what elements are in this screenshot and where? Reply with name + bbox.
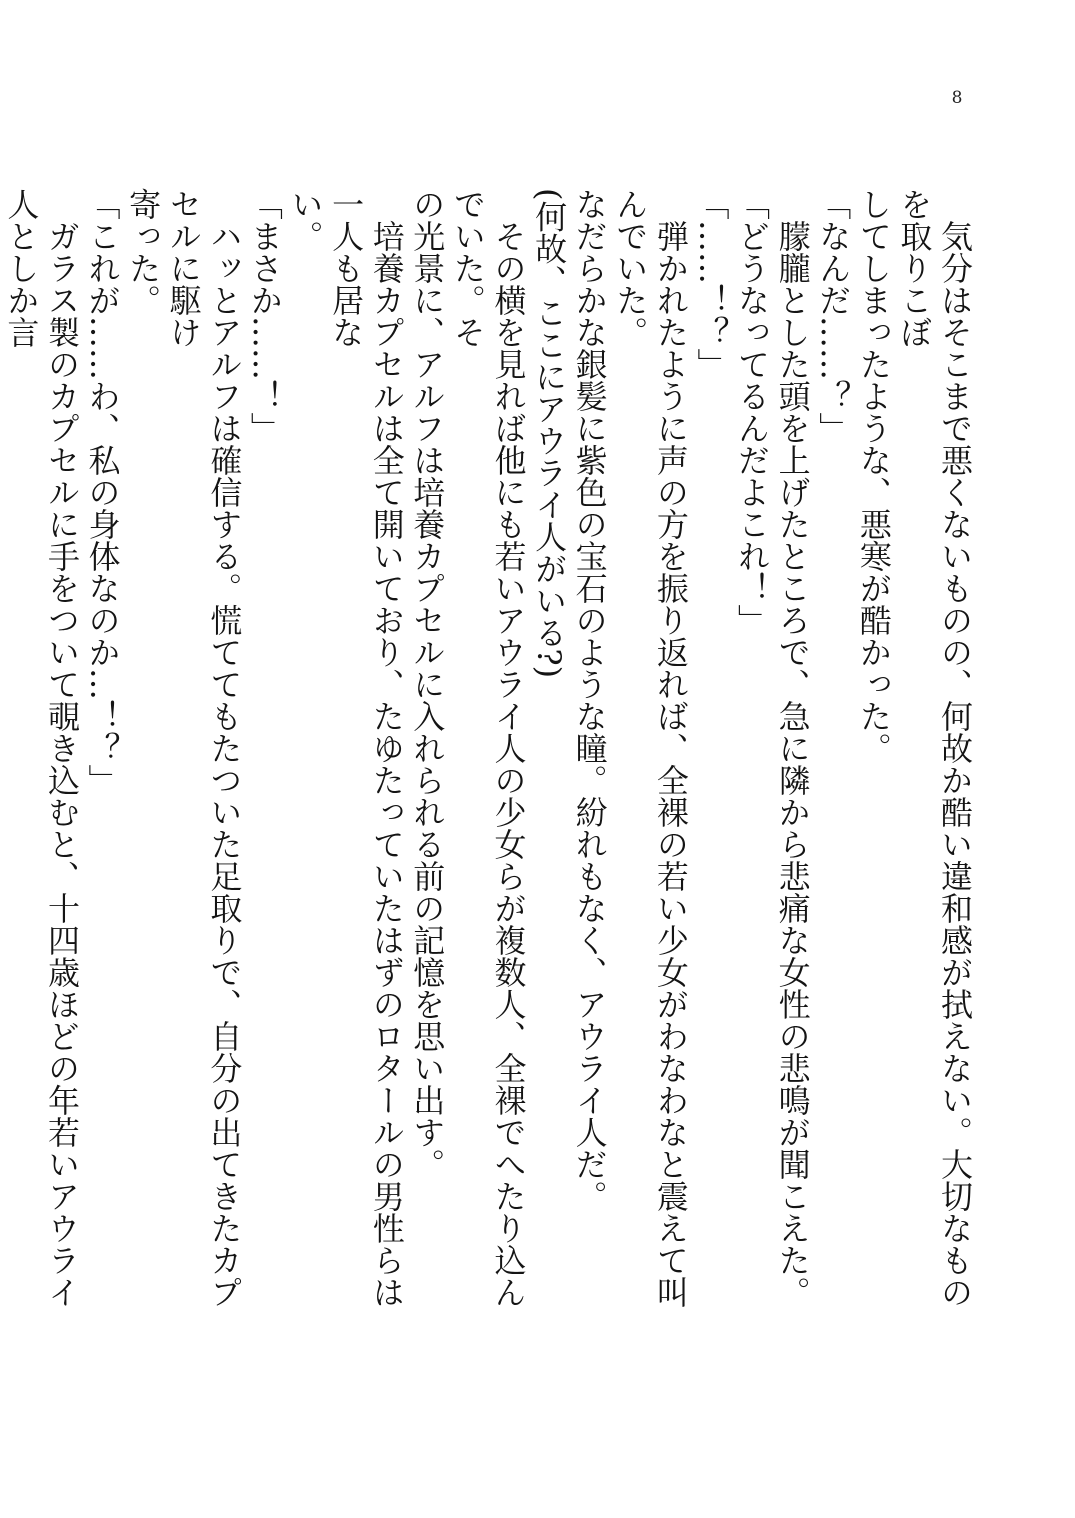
text-line: 「なんだ……？」 xyxy=(814,188,853,444)
text-line: ガラス製のカプセルに手をついて覗き込むと、十四歳ほどの年若いアウライ人としか言 xyxy=(2,188,81,1308)
text-line: (何故、ここにアウライ人がいる?) xyxy=(530,188,569,679)
text-line: い。 xyxy=(286,188,325,252)
text-line: 培養カプセルは全て開いており、たゆたっていたはずのロタールの男性らは一人も居な xyxy=(327,188,406,1308)
text-line: 「どうなってるんだよこれ！」 xyxy=(733,188,772,636)
text-line: の光景に、アルフは培養カプセルに入れられる前の記憶を思い出す。 xyxy=(408,188,447,1180)
text-line: なだらかな銀髪に紫色の宝石のような瞳。紛れもなく、アウライ人だ。 xyxy=(570,188,609,1212)
page-number: 8 xyxy=(951,88,963,108)
text-line: ハッとアルフは確信する。慌ててもたついた足取りで、自分の出てきたカプセルに駆け xyxy=(164,188,244,1308)
text-line: 「……！？」 xyxy=(692,188,731,380)
text-line: 弾かれたように声の方を振り返れば、全裸の若い少女がわなわなと震えて叫んでいた。 xyxy=(611,188,690,1308)
text-line: 寄った。 xyxy=(124,188,163,316)
text-line: してしまったような、悪寒が酷かった。 xyxy=(854,188,893,764)
text-line: 朦朧とした頭を上げたところで、急に隣から悲痛な女性の悲鳴が聞こえた。 xyxy=(773,188,812,1308)
text-line: 「これが……わ、私の身体なのか…！？」 xyxy=(83,188,122,796)
text-line: 気分はそこまで悪くないものの、何故か酷い違和感が拭えない。大切なものを取りこぼ xyxy=(895,188,974,1308)
text-line xyxy=(0,188,1,1318)
text-line: 「まさか……！」 xyxy=(245,188,284,444)
text-line: その横を見れば他にも若いアウライ人の少女らが複数人、全裸でへたり込んでいた。そ xyxy=(448,188,528,1308)
vertical-text-body xyxy=(0,188,975,1318)
